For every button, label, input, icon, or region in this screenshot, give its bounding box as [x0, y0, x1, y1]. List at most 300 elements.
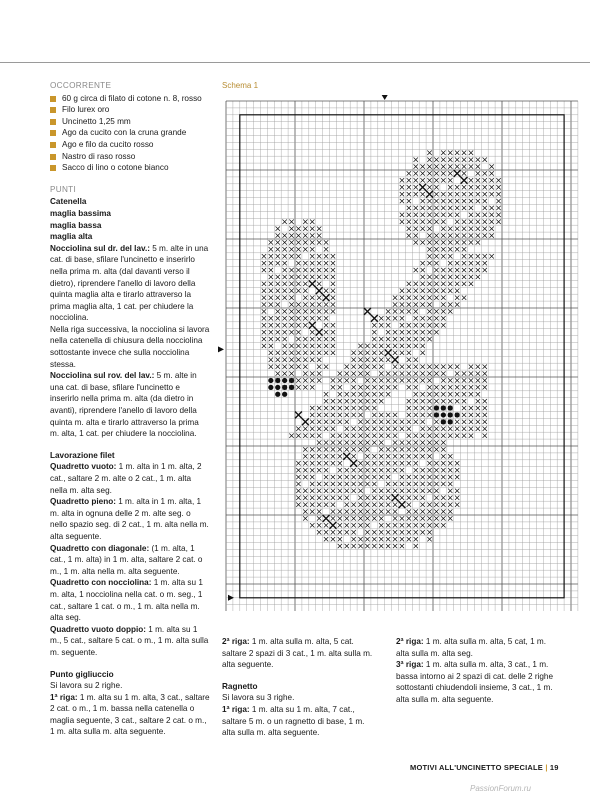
chart-diagonal-mark: [461, 177, 468, 184]
chart-stitch-mark: [324, 530, 328, 534]
chart-stitch-mark: [469, 268, 473, 272]
chart-stitch-mark: [427, 302, 431, 306]
chart-left-marker: [218, 346, 224, 352]
chart-stitch-mark: [427, 530, 431, 534]
chart-stitch-mark: [365, 468, 369, 472]
chart-stitch-mark: [420, 275, 424, 279]
chart-stitch-mark: [310, 254, 314, 258]
chart-stitch-mark: [345, 378, 349, 382]
chart-stitch-mark: [407, 337, 411, 341]
chart-stitch-mark: [469, 392, 473, 396]
chart-stitch-mark: [476, 392, 480, 396]
chart-stitch-mark: [455, 378, 459, 382]
chart-diagonal-mark: [316, 287, 323, 294]
chart-stitch-mark: [420, 261, 424, 265]
chart-stitch-mark: [358, 371, 362, 375]
chart-stitch-mark: [345, 392, 349, 396]
chart-stitch-mark: [338, 489, 342, 493]
chart-stitch-mark: [407, 192, 411, 196]
chart-stitch-mark: [351, 516, 355, 520]
chart-nocciolina-dot: [282, 385, 287, 390]
chart-stitch-mark: [386, 544, 390, 548]
chart-stitch-mark: [358, 468, 362, 472]
chart-stitch-mark: [427, 392, 431, 396]
chart-stitch-mark: [455, 399, 459, 403]
giglio-riga2-title: 2ª riga:: [222, 637, 250, 646]
chart-stitch-mark: [414, 282, 418, 286]
chart-stitch-mark: [476, 164, 480, 168]
chart-stitch-mark: [393, 309, 397, 313]
chart-stitch-mark: [338, 461, 342, 465]
chart-stitch-mark: [420, 323, 424, 327]
chart-stitch-mark: [262, 323, 266, 327]
chart-stitch-mark: [338, 516, 342, 520]
chart-stitch-mark: [379, 392, 383, 396]
chart-stitch-mark: [338, 454, 342, 458]
chart-stitch-mark: [372, 399, 376, 403]
chart-stitch-mark: [358, 502, 362, 506]
chart-stitch-mark: [420, 213, 424, 217]
chart-stitch-mark: [483, 268, 487, 272]
chart-stitch-mark: [365, 433, 369, 437]
chart-stitch-mark: [379, 468, 383, 472]
chart-stitch-mark: [345, 447, 349, 451]
chart-stitch-mark: [414, 461, 418, 465]
chart-stitch-mark: [296, 261, 300, 265]
chart-diagonal-mark: [454, 170, 461, 177]
chart-stitch-mark: [317, 496, 321, 500]
chart-stitch-mark: [379, 413, 383, 417]
chart-stitch-mark: [338, 523, 342, 527]
chart-stitch-mark: [434, 185, 438, 189]
chart-stitch-mark: [448, 399, 452, 403]
chart-stitch-mark: [400, 489, 404, 493]
chart-stitch-mark: [400, 192, 404, 196]
chart-stitch-mark: [386, 475, 390, 479]
chart-stitch-mark: [338, 475, 342, 479]
chart-stitch-mark: [476, 371, 480, 375]
chart-stitch-mark: [365, 427, 369, 431]
chart-stitch-mark: [303, 371, 307, 375]
chart-stitch-mark: [414, 268, 418, 272]
chart-stitch-mark: [372, 489, 376, 493]
chart-stitch-mark: [400, 544, 404, 548]
chart-stitch-mark: [448, 164, 452, 168]
chart-stitch-mark: [414, 185, 418, 189]
chart-stitch-mark: [441, 268, 445, 272]
chart-stitch-mark: [351, 475, 355, 479]
chart-stitch-mark: [358, 392, 362, 396]
filet-entry-text: 1 m. alta in 1 m. alta, 1 m. alta in ognuna delle 2 m. alte seg. o nello spazio seg. di 2 cat., 1 m. alta nella m. alta seguente.: [50, 497, 209, 541]
chart-stitch-mark: [400, 199, 404, 203]
chart-stitch-mark: [407, 454, 411, 458]
chart-stitch-mark: [296, 247, 300, 251]
chart-stitch-mark: [462, 171, 466, 175]
chart-stitch-mark: [393, 454, 397, 458]
chart-stitch-mark: [296, 309, 300, 313]
chart-stitch-mark: [351, 399, 355, 403]
chart-stitch-mark: [317, 309, 321, 313]
chart-stitch-mark: [448, 461, 452, 465]
chart-stitch-mark: [414, 420, 418, 424]
chart-stitch-mark: [303, 282, 307, 286]
chart-stitch-mark: [496, 192, 500, 196]
chart-stitch-mark: [317, 351, 321, 355]
chart-stitch-mark: [386, 482, 390, 486]
chart-stitch-mark: [276, 289, 280, 293]
chart-stitch-mark: [462, 378, 466, 382]
chart-stitch-mark: [414, 358, 418, 362]
chart-stitch-mark: [282, 309, 286, 313]
chart-stitch-mark: [462, 420, 466, 424]
chart-stitch-mark: [372, 420, 376, 424]
chart-stitch-mark: [407, 413, 411, 417]
chart-nocciolina-dot: [268, 378, 273, 383]
chart-stitch-mark: [351, 502, 355, 506]
chart-stitch-mark: [407, 516, 411, 520]
chart-stitch-mark: [317, 454, 321, 458]
filet-entry-text: (1 m. alta, 1 cat., 1 m. alta) in 1 m. alta, saltare 2 cat. o m., 1 m. alta nella m. alta seguente.: [50, 543, 203, 576]
chart-stitch-mark: [351, 489, 355, 493]
chart-stitch-mark: [489, 185, 493, 189]
chart-stitch-mark: [324, 268, 328, 272]
chart-stitch-mark: [379, 523, 383, 527]
chart-stitch-mark: [427, 220, 431, 224]
chart-stitch-mark: [414, 295, 418, 299]
chart-stitch-mark: [483, 220, 487, 224]
chart-stitch-mark: [324, 489, 328, 493]
chart-stitch-mark: [414, 385, 418, 389]
chart-stitch-mark: [420, 413, 424, 417]
chart-stitch-mark: [296, 323, 300, 327]
chart-stitch-mark: [400, 447, 404, 451]
chart-stitch-mark: [441, 151, 445, 155]
chart-stitch-mark: [393, 413, 397, 417]
chart-diagonal-mark: [371, 315, 378, 322]
chart-stitch-mark: [455, 496, 459, 500]
material-item: Nastro di raso rosso: [50, 151, 210, 163]
chart-stitch-mark: [455, 371, 459, 375]
chart-stitch-mark: [462, 226, 466, 230]
chart-stitch-mark: [441, 240, 445, 244]
chart-stitch-mark: [476, 275, 480, 279]
chart-stitch-mark: [414, 240, 418, 244]
chart-stitch-mark: [386, 378, 390, 382]
chart-stitch-mark: [386, 385, 390, 389]
chart-diagonal-mark: [426, 191, 433, 198]
chart-nocciolina-dot: [441, 412, 446, 417]
chart-stitch-mark: [427, 440, 431, 444]
chart-stitch-mark: [303, 268, 307, 272]
chart-stitch-mark: [407, 530, 411, 534]
chart-stitch-mark: [379, 454, 383, 458]
filet-entry-title: Quadretto vuoto doppio:: [50, 624, 146, 634]
chart-stitch-mark: [289, 358, 293, 362]
chart-stitch-mark: [372, 406, 376, 410]
chart-stitch-mark: [420, 199, 424, 203]
chart-stitch-mark: [427, 316, 431, 320]
chart-stitch-mark: [345, 468, 349, 472]
chart-stitch-mark: [414, 337, 418, 341]
chart-stitch-mark: [434, 364, 438, 368]
chart-stitch-mark: [407, 185, 411, 189]
chart-stitch-mark: [289, 289, 293, 293]
chart-stitch-mark: [310, 247, 314, 251]
chart-stitch-mark: [407, 302, 411, 306]
chart-nocciolina-dot: [282, 378, 287, 383]
chart-stitch-mark: [455, 502, 459, 506]
chart-stitch-mark: [462, 433, 466, 437]
chart-stitch-mark: [434, 289, 438, 293]
chart-stitch-mark: [324, 337, 328, 341]
chart-stitch-mark: [358, 420, 362, 424]
filet-entry-title: Quadretto con nocciolina:: [50, 578, 152, 588]
chart-stitch-mark: [489, 226, 493, 230]
chart-stitch-mark: [393, 468, 397, 472]
ragnetto-riga3-text: 1 m. alta sulla m. alta, 3 cat., 1 m. bassa intorno ai 2 spazi di cat. delle 2 righe sottostanti chiudendoli insieme, 3 cat., 1 m. alta sulla m. alta seguente.: [396, 660, 554, 704]
chart-stitch-mark: [414, 164, 418, 168]
chart-stitch-mark: [262, 261, 266, 265]
chart-stitch-mark: [400, 309, 404, 313]
chart-stitch-mark: [379, 516, 383, 520]
page-number: 19: [549, 763, 559, 772]
chart-stitch-mark: [434, 482, 438, 486]
chart-stitch-mark: [324, 496, 328, 500]
chart-stitch-mark: [483, 171, 487, 175]
chart-stitch-mark: [365, 420, 369, 424]
chart-stitch-mark: [469, 206, 473, 210]
chart-stitch-mark: [462, 192, 466, 196]
chart-stitch-mark: [448, 509, 452, 513]
chart-stitch-mark: [372, 461, 376, 465]
chart-stitch-mark: [310, 220, 314, 224]
chart-stitch-mark: [407, 289, 411, 293]
chart-stitch-mark: [448, 302, 452, 306]
chart-stitch-mark: [310, 337, 314, 341]
chart-stitch-mark: [338, 468, 342, 472]
chart-stitch-mark: [324, 351, 328, 355]
chart-stitch-mark: [407, 440, 411, 444]
chart-stitch-mark: [476, 178, 480, 182]
chart-stitch-mark: [379, 496, 383, 500]
chart-stitch-mark: [434, 496, 438, 500]
chart-stitch-mark: [462, 157, 466, 161]
chart-stitch-mark: [434, 157, 438, 161]
chart-stitch-mark: [462, 151, 466, 155]
chart-stitch-mark: [324, 323, 328, 327]
chart-stitch-mark: [372, 537, 376, 541]
chart-stitch-mark: [386, 371, 390, 375]
chart-stitch-mark: [358, 537, 362, 541]
chart-stitch-mark: [483, 427, 487, 431]
chart-stitch-mark: [427, 509, 431, 513]
chart-stitch-mark: [372, 475, 376, 479]
chart-stitch-mark: [441, 385, 445, 389]
chart-stitch-mark: [296, 268, 300, 272]
chart-stitch-mark: [317, 461, 321, 465]
chart-stitch-mark: [476, 157, 480, 161]
chart-stitch-mark: [331, 344, 335, 348]
chart-stitch-mark: [262, 282, 266, 286]
chart-nocciolina-dot: [268, 385, 273, 390]
chart-nocciolina-dot: [441, 405, 446, 410]
chart-stitch-mark: [310, 275, 314, 279]
chart-stitch-mark: [269, 316, 273, 320]
chart-stitch-mark: [434, 323, 438, 327]
nocciolina-rov-text: 5 m. alte in una cat. di base, sfilare l'uncinetto e inserirlo nella prima m. alta (da dietro in avanti), riprendere l'anello di lavoro della quinta m. alta e tirarlo attraverso la prima m. alta, 1 cat. per chiudere la nocciolina.: [50, 371, 199, 439]
chart-stitch-mark: [303, 337, 307, 341]
chart-stitch-mark: [441, 247, 445, 251]
chart-stitch-mark: [455, 192, 459, 196]
chart-stitch-mark: [296, 233, 300, 237]
chart-stitch-mark: [441, 364, 445, 368]
chart-stitch-mark: [393, 351, 397, 355]
chart-stitch-mark: [289, 282, 293, 286]
chart-stitch-mark: [379, 537, 383, 541]
chart-stitch-mark: [276, 226, 280, 230]
chart-stitch-mark: [296, 468, 300, 472]
chart-stitch-mark: [282, 344, 286, 348]
chart-stitch-mark: [441, 220, 445, 224]
chart-stitch-mark: [407, 178, 411, 182]
chart-stitch-mark: [489, 192, 493, 196]
chart-diagonal-mark: [419, 184, 426, 191]
chart-stitch-mark: [338, 406, 342, 410]
chart-stitch-mark: [393, 440, 397, 444]
chart-stitch-mark: [448, 247, 452, 251]
chart-stitch-mark: [338, 399, 342, 403]
chart-stitch-mark: [420, 171, 424, 175]
chart-stitch-mark: [276, 351, 280, 355]
chart-stitch-mark: [483, 433, 487, 437]
chart-stitch-mark: [310, 454, 314, 458]
chart-stitch-mark: [303, 364, 307, 368]
chart-stitch-mark: [338, 420, 342, 424]
chart-stitch-mark: [414, 489, 418, 493]
chart-stitch-mark: [303, 261, 307, 265]
chart-stitch-mark: [393, 344, 397, 348]
chart-stitch-mark: [462, 282, 466, 286]
chart-stitch-mark: [358, 482, 362, 486]
chart-diagonal-mark: [302, 418, 309, 425]
chart-stitch-mark: [324, 440, 328, 444]
chart-stitch-mark: [455, 468, 459, 472]
chart-stitch-mark: [414, 475, 418, 479]
chart-stitch-mark: [365, 351, 369, 355]
chart-stitch-mark: [393, 530, 397, 534]
chart-stitch-mark: [407, 420, 411, 424]
chart-stitch-mark: [393, 302, 397, 306]
chart-stitch-mark: [455, 289, 459, 293]
chart-stitch-mark: [441, 199, 445, 203]
chart-stitch-mark: [310, 447, 314, 451]
chart-stitch-mark: [455, 213, 459, 217]
chart-stitch-mark: [441, 433, 445, 437]
chart-stitch-mark: [434, 206, 438, 210]
chart-stitch-mark: [393, 433, 397, 437]
chart-stitch-mark: [358, 364, 362, 368]
chart-stitch-mark: [303, 344, 307, 348]
chart-stitch-mark: [289, 295, 293, 299]
chart-stitch-mark: [365, 399, 369, 403]
chart-stitch-mark: [289, 323, 293, 327]
chart-stitch-mark: [469, 185, 473, 189]
giglio-riga1-title: 1ª riga:: [50, 692, 78, 702]
chart-stitch-mark: [324, 289, 328, 293]
chart-stitch-mark: [434, 523, 438, 527]
chart-stitch-mark: [282, 220, 286, 224]
chart-stitch-mark: [289, 433, 293, 437]
chart-stitch-mark: [331, 406, 335, 410]
chart-stitch-mark: [414, 171, 418, 175]
chart-stitch-mark: [434, 489, 438, 493]
chart-stitch-mark: [462, 295, 466, 299]
chart-stitch-mark: [420, 371, 424, 375]
chart-stitch-mark: [427, 178, 431, 182]
chart-stitch-mark: [351, 358, 355, 362]
right-column: [396, 636, 556, 706]
chart-stitch-mark: [489, 220, 493, 224]
chart-stitch-mark: [324, 399, 328, 403]
chart-stitch-mark: [331, 282, 335, 286]
chart-stitch-mark: [407, 344, 411, 348]
chart-stitch-mark: [338, 496, 342, 500]
chart-stitch-mark: [420, 406, 424, 410]
chart-stitch-mark: [393, 537, 397, 541]
chart-stitch-mark: [386, 330, 390, 334]
chart-stitch-mark: [310, 351, 314, 355]
chart-stitch-mark: [400, 516, 404, 520]
chart-stitch-mark: [338, 530, 342, 534]
nocciolina-dr-text: 5 m. alte in una cat. di base, sfilare l'uncinetto e inserirlo nella prima m. alta (dal davanti verso il dietro), riprendere l'anello di lavoro della quinta maglia alta e tirarlo attraverso la prima maglia alta, 1 cat. per chiudere la nocciolina.: [50, 243, 209, 323]
chart-stitch-mark: [262, 344, 266, 348]
chart-stitch-mark: [455, 282, 459, 286]
chart-stitch-mark: [469, 413, 473, 417]
chart-stitch-mark: [296, 378, 300, 382]
chart-stitch-mark: [483, 378, 487, 382]
chart-stitch-mark: [317, 427, 321, 431]
chart-stitch-mark: [434, 392, 438, 396]
chart-stitch-mark: [324, 468, 328, 472]
chart-stitch-mark: [331, 447, 335, 451]
chart-stitch-mark: [282, 240, 286, 244]
chart-diagonal-mark: [392, 356, 399, 363]
chart-stitch-mark: [455, 302, 459, 306]
chart-stitch-mark: [345, 523, 349, 527]
chart-stitch-mark: [310, 406, 314, 410]
chart-stitch-mark: [386, 447, 390, 451]
chart-stitch-mark: [303, 323, 307, 327]
giglio-riga1-text: 1 m. alta su 1 m. alta, 3 cat., saltare 2 cat. o m., 1 m. bassa nella catenella o maglia seguente, 3 cat., saltare 2 cat. o m., 1 m. alta sulla m. alta seguente.: [50, 692, 210, 737]
chart-stitch-mark: [379, 385, 383, 389]
chart-stitch-mark: [407, 330, 411, 334]
chart-stitch-mark: [282, 330, 286, 334]
chart-stitch-mark: [358, 440, 362, 444]
chart-stitch-mark: [345, 406, 349, 410]
chart-stitch-mark: [441, 502, 445, 506]
chart-stitch-mark: [455, 247, 459, 251]
chart-stitch-mark: [434, 282, 438, 286]
chart-stitch-mark: [303, 461, 307, 465]
chart-stitch-mark: [317, 371, 321, 375]
chart-stitch-mark: [448, 496, 452, 500]
chart-stitch-mark: [282, 371, 286, 375]
chart-stitch-mark: [365, 440, 369, 444]
chart-stitch-mark: [379, 358, 383, 362]
stitch-name: maglia bassima: [50, 208, 111, 218]
chart-stitch-mark: [407, 226, 411, 230]
chart-stitch-mark: [386, 468, 390, 472]
